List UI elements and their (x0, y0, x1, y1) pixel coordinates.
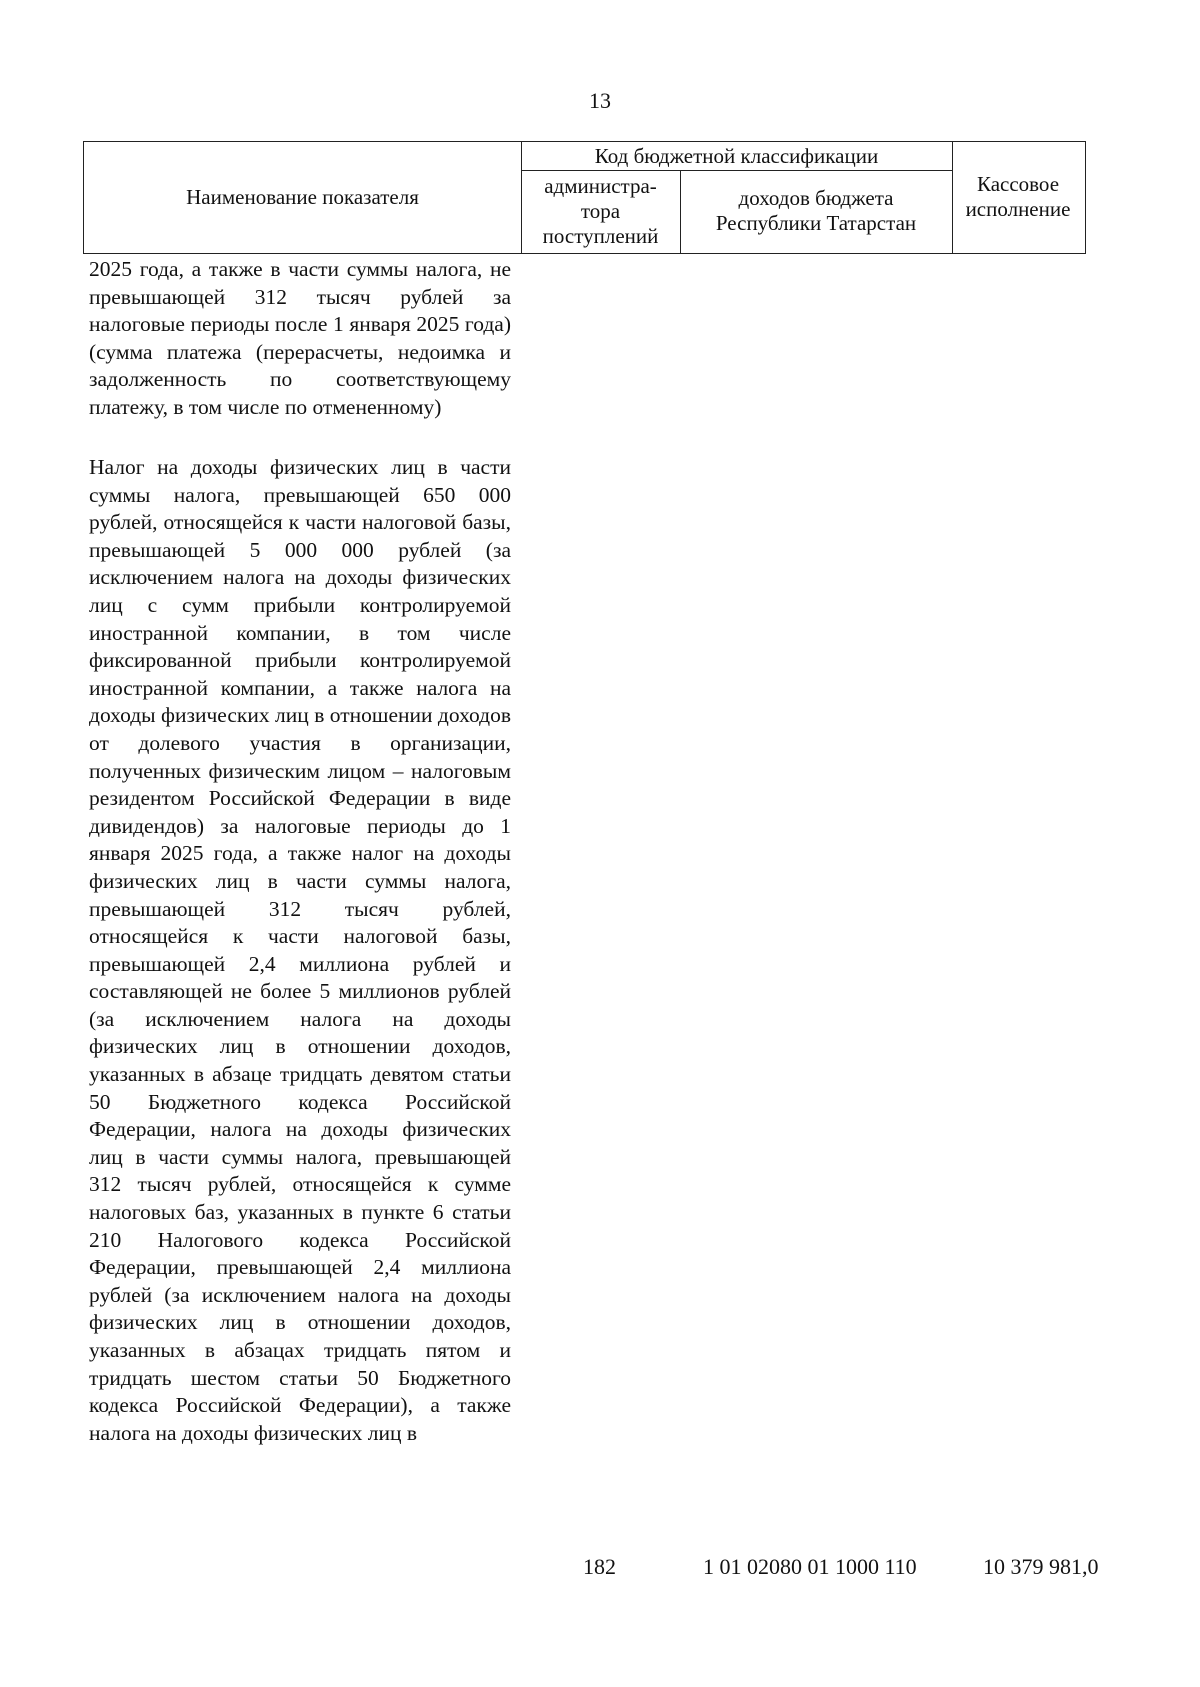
header-exec-line2: исполнение (965, 197, 1071, 221)
row-amount: 10 379 981,0 (983, 1554, 1099, 1579)
header-indicator-name: Наименование показателя (186, 184, 419, 209)
page-number: 13 (589, 88, 611, 113)
row-income-code: 1 01 02080 01 1000 110 (703, 1554, 917, 1579)
header-income-line1: доходов бюджета (738, 186, 894, 210)
row-text-continuation: 2025 года, а также в части суммы налога, не превышающей 312 тысяч рублей за налоговые периоды после 1 января 2025 года) (сумма платежа (перерасчеты, недоимка и задолженность по соответствующему платежу, в том числе по отмененному) (89, 257, 511, 419)
header-administrator-line3: поступлений (542, 223, 659, 248)
header-administrator-line2: тора (580, 198, 621, 223)
header-administrator-line1: администра- (544, 173, 657, 198)
header-administrator (521, 170, 680, 252)
row-text-income-tax: Налог на доходы физических лиц в части суммы налога, превышающей 650 000 рублей, относящейся к части налоговой базы, превышающей 5 000 000 рублей (за исключением налога на доходы физических лиц с сумм прибыли контролируемой иностранной компании, в том числе фиксированной прибыли контролируемой иностранной компании, а также налога на доходы физических лиц в отношении доходов от долевого участия в организации, полученных физическим лицом – налоговым резидентом Российской Федерации в виде дивидендов) за налоговые периоды до 1 января 2025 года, а также налог на доходы физических лиц в части суммы налога, превышающей 312 тысяч рублей, относящейся к части налоговой базы, превышающей 2,4 миллиона рублей и составляющей не более 5 миллионов рублей (за исключением налога на доходы физических лиц в отношении доходов, указанных в абзаце тридцать девятом статьи 50 Бюджетного кодекса Российской Федерации, налога на доходы физических лиц в части суммы налога, превышающей 312 тысяч рублей, относящейся к сумме налоговых баз, указанных в пункте 6 статьи 210 Налогового кодекса Российской Федерации, превышающей 2,4 миллиона рублей (за исключением налога на доходы физических лиц в отношении доходов, указанных в абзацах тридцать пятом и тридцать шестом статьи 50 Бюджетного кодекса Российской Федерации), а также налога на доходы физических лиц в (89, 455, 511, 1445)
header-income-line2: Республики Татарстан (715, 211, 917, 235)
row-admin-code: 182 (583, 1554, 616, 1579)
header-budget-code-group: Код бюджетной классификации (594, 143, 879, 168)
header-exec-line1: Кассовое (976, 172, 1060, 196)
header-cash-execution (952, 142, 1084, 252)
table-header (83, 141, 1086, 254)
header-income-code (680, 170, 952, 252)
